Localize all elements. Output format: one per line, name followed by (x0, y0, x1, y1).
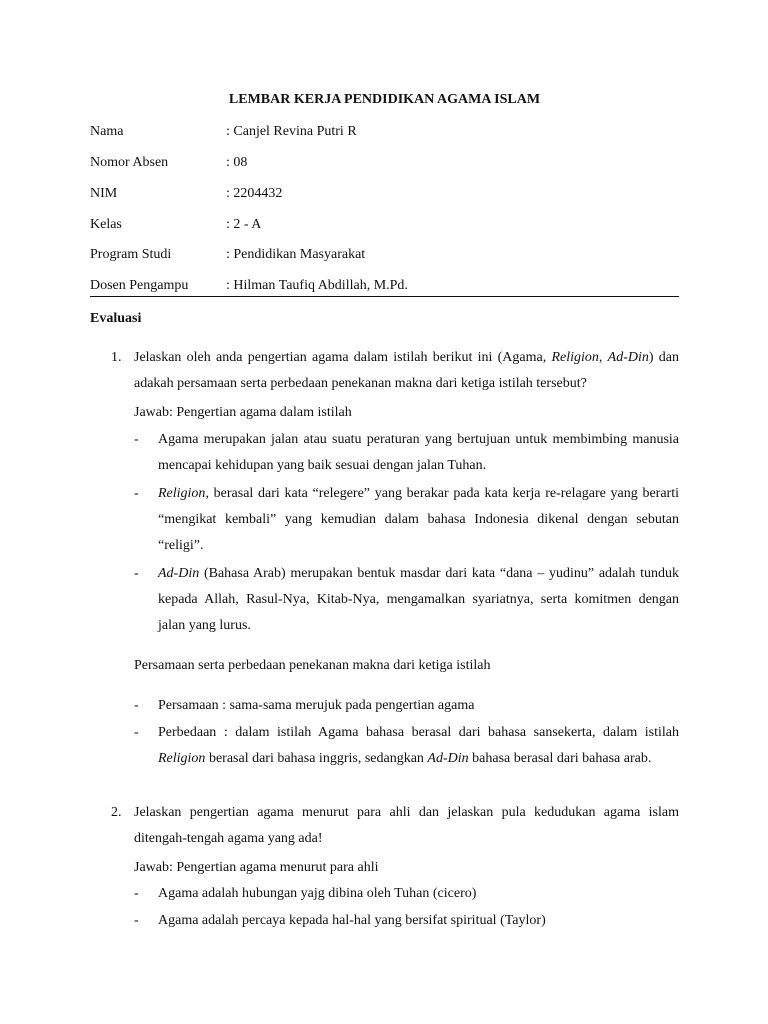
answer-2-bullet-cicero: Agama adalah hubungan yajg dibina oleh Tuhan (cicero) (158, 886, 477, 901)
question-number: 2. (111, 805, 122, 820)
answer-1-intro: Jawab: Pengertian agama dalam istilah (134, 405, 352, 420)
header-divider (90, 296, 679, 297)
answer-2-bullet-taylor: Agama adalah percaya kepada hal-hal yang bersifat spiritual (Taylor) (158, 913, 546, 928)
info-value: : 2204432 (226, 186, 283, 201)
info-label: Dosen Pengampu (90, 278, 189, 293)
answer-1-bullet-perbedaan: Perbedaan : dalam istilah Agama bahasa berasal dari bahasa sansekerta, dalam istilah Religion berasal dari bahasa inggris, sedangkan Ad-Din bahasa berasal dari bahasa arab. (158, 725, 679, 766)
section-heading: Evaluasi (90, 311, 142, 326)
answer-1-bullet-persamaan: Persamaan : sama-sama merujuk pada pengertian agama (158, 698, 475, 713)
info-label: Kelas (90, 217, 122, 232)
bullet-dash: - (134, 725, 139, 740)
info-row-kelas (90, 217, 679, 237)
info-label: Nama (90, 124, 124, 139)
answer-2-intro: Jawab: Pengertian agama menurut para ahli (134, 860, 379, 875)
info-value: : 2 - A (226, 217, 262, 232)
info-row-nomor-absen (90, 155, 679, 175)
question-number: 1. (111, 350, 122, 365)
bullet-dash: - (134, 913, 139, 928)
question-1-text: Jelaskan oleh anda pengertian agama dalam istilah berikut ini (Agama, Religion, Ad-Din) dan adakah persamaan serta perbedaan penekanan makna dari ketiga istilah tersebut? (134, 350, 679, 391)
bullet-dash: - (134, 486, 139, 501)
bullet-dash: - (134, 432, 139, 447)
info-label: Nomor Absen (90, 155, 169, 170)
info-value: : Hilman Taufiq Abdillah, M.Pd. (226, 278, 408, 293)
info-row-nim (90, 186, 679, 206)
info-value: : Canjel Revina Putri R (226, 124, 357, 139)
answer-1-bullet-ad-din: Ad-Din (Bahasa Arab) merupakan bentuk masdar dari kata “dana – yudinu” adalah tunduk kepada Allah, Rasul-Nya, Kitab-Nya, mengamalkan syariatnya, serta komitmen dengan jalan yang lurus. (158, 566, 679, 633)
question-2-text: Jelaskan pengertian agama menurut para ahli dan jelaskan pula kedudukan agama islam ditengah-tengah agama yang ada! (134, 805, 679, 846)
info-row-program-studi (90, 247, 679, 267)
bullet-dash: - (134, 566, 139, 581)
info-row-nama (90, 124, 679, 144)
info-row-dosen-pengampu (90, 278, 679, 298)
persamaan-heading: Persamaan serta perbedaan penekanan makna dari ketiga istilah (134, 658, 491, 673)
info-value: : 08 (226, 155, 248, 170)
answer-1-bullet-religion: Religion, berasal dari kata “relegere” yang berakar pada kata kerja re-relagare yang berarti “mengikat kembali” yang kemudian dalam bahasa Indonesia dikenal dengan sebutan “religi”. (158, 486, 679, 553)
info-label: Program Studi (90, 247, 172, 262)
document-title: LEMBAR KERJA PENDIDIKAN AGAMA ISLAM (228, 92, 541, 107)
bullet-dash: - (134, 698, 139, 713)
info-value: : Pendidikan Masyarakat (226, 247, 366, 262)
info-label: NIM (90, 186, 118, 201)
bullet-dash: - (134, 886, 139, 901)
answer-1-bullet-agama: Agama merupakan jalan atau suatu peraturan yang bertujuan untuk membimbing manusia mencapai kehidupan yang baik sesuai dengan jalan Tuhan. (158, 432, 679, 473)
